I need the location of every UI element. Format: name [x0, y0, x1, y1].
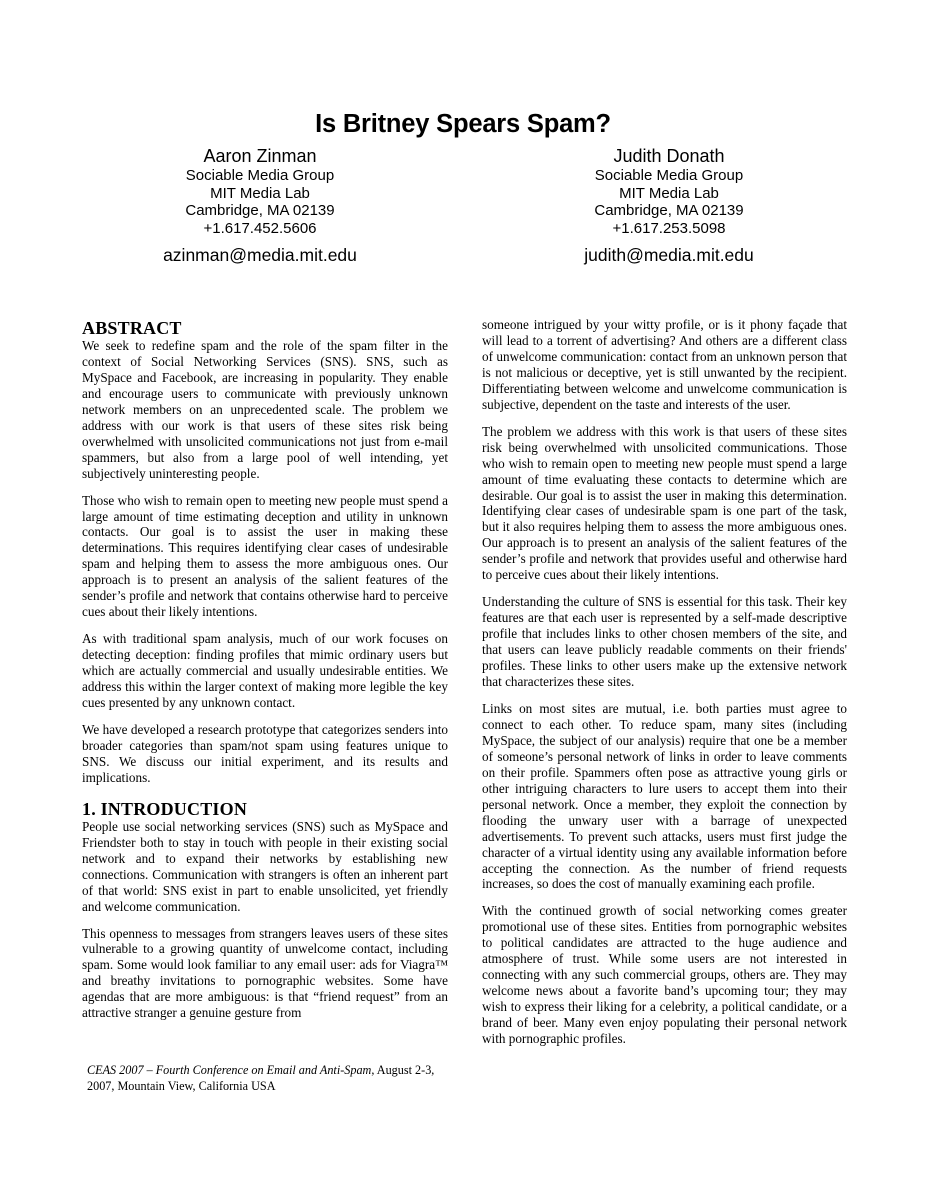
- footnote-details: , August 2-3, 2007, Mountain View, California USA: [87, 1063, 435, 1093]
- introduction-paragraph: People use social networking services (SNS) such as MySpace and Friendster both to stay in touch with people in their existing social network and to expand their networks by establishing new connections. Communication with strangers is often an inherent part of that world: SNS exist in part to enable unsolicited, yet friendly and welcome communication.: [82, 818, 448, 914]
- author-block-1: [110, 145, 410, 266]
- author-block-2: [519, 145, 819, 266]
- author-email[interactable]: judith@media.mit.edu: [584, 245, 754, 265]
- author-email[interactable]: azinman@media.mit.edu: [163, 245, 357, 265]
- abstract-paragraph: We have developed a research prototype that categorizes senders into broader categories than spam/not spam using features unique to SNS. We discuss our initial experiment, and its results and implications.: [82, 721, 448, 785]
- author-phone: +1.617.253.5098: [612, 219, 726, 237]
- introduction-paragraph: This openness to messages from strangers leaves users of these sites vulnerable to a growing quantity of unwelcome contact, including spam. Some would look familiar to any email user: ads for Viagra™ and breathy invitations to pornographic websites. Some have agendas that are more ambiguous: is that “friend request” from an attractive stranger a genuine gesture from: [82, 925, 448, 1021]
- right-column: [482, 317, 847, 1058]
- abstract-heading: ABSTRACT: [82, 318, 182, 338]
- author-lab: MIT Media Lab: [210, 184, 310, 202]
- abstract-paragraph: We seek to redefine spam and the role of the spam filter in the context of Social Networking Services (SNS). SNS, such as MySpace and Facebook, are increasing in popularity. They enable and encourage users to communicate with previously unknown network members on an unprecedented scale. The problem we address with our work is that users of these sites risk being overwhelmed with unsolicited communications not just from e-mail spammers, but also from a large pool of well intending, yet subjectively uninteresting people.: [82, 338, 448, 481]
- author-lab: MIT Media Lab: [619, 184, 719, 202]
- author-city: Cambridge, MA 02139: [594, 202, 744, 219]
- author-group: Sociable Media Group: [185, 167, 335, 184]
- body-paragraph: Links on most sites are mutual, i.e. both parties must agree to connect to each other. To reduce spam, many sites (including MySpace, the subject of our analysis) require that one be a member of someone’s personal network of links in order to leave comments on their profile. Spammers often pose as attractive young girls or other intriguing characters to lure users to accept them into their personal network. Once a member, they exploit the connection by flooding the unwary user with a barrage of unexpected advertisements. To prevent such attacks, users must first judge the character of a virtual identity using any available information before accepting the connection. As the number of friend requests increases, so does the cost of manually examining each profile.: [482, 700, 847, 892]
- body-paragraph: someone intrigued by your witty profile, or is it phony façade that will lead to a torrent of advertising? And others are a different class of unwelcome communication: contact from an unknown person that is not malicious or deceptive, yet is still unwanted by the recipient. Differentiating between welcome and unwelcome communication is subjective, dependent on the taste and interests of the user.: [482, 317, 847, 412]
- author-name: Judith Donath: [613, 146, 725, 166]
- body-paragraph: The problem we address with this work is that users of these sites risk being overwhelmed with unsolicited communications. Those who wish to remain open to meeting new people must spend a large amount of time evaluating these contacts to determine which are desirable. Our goal is to assist the user in making this determination. Identifying clear cases of undesirable spam is one part of the task, but it also requires helping them to assess the more ambiguous ones. Our approach is to present an analysis of the salient features of the sender’s profile and network that provides useful and otherwise hard to perceive cues about their likely intentions.: [482, 423, 847, 583]
- introduction-heading: 1. INTRODUCTION: [82, 798, 248, 819]
- paper-title: Is Britney Spears Spam?: [315, 110, 611, 138]
- author-group: Sociable Media Group: [594, 167, 744, 184]
- left-column: [82, 318, 448, 1032]
- abstract-paragraph: As with traditional spam analysis, much of our work focuses on detecting deception: finding profiles that mimic ordinary users but which are actually commercial and usually undesirable entities. We address this within the larger context of making more legible the key cues presented by any unknown contact.: [82, 631, 448, 711]
- body-paragraph: With the continued growth of social networking comes greater promotional use of these sites. Entities from pornographic websites to political candidates are attracted to the huge audience and atmosphere of trust. While some users are not interested in connecting with any such commercial groups, others are. They may welcome news about a favorite band’s upcoming tour; they may wish to express their liking for a celebrity, a political candidate, or a brand of beer. Many even enjoy populating their personal network with pornographic profiles.: [482, 903, 847, 1047]
- conference-footnote: [87, 1063, 457, 1094]
- author-phone: +1.617.452.5606: [203, 219, 317, 237]
- author-name: Aaron Zinman: [203, 146, 317, 166]
- abstract-paragraph: Those who wish to remain open to meeting new people must spend a large amount of time estimating deception and utility in unknown contacts. Our goal is to assist the user in making these determinations. This requires identifying clear cases of undesirable spam and helping them to assess the more ambiguous ones. Our approach is to present an analysis of the salient features of the sender’s profile and network that contains otherwise hard to perceive cues about their likely intentions.: [82, 492, 448, 620]
- body-paragraph: Understanding the culture of SNS is essential for this task. Their key features are that each user is represented by a self-made descriptive profile that includes links to other chosen members of the site, and that users can leave publicly readable comments on their friends' profiles. These links to other users make up the extensive network that characterizes these sites.: [482, 594, 847, 690]
- author-city: Cambridge, MA 02139: [185, 202, 335, 219]
- footnote-venue: CEAS 2007 – Fourth Conference on Email and Anti-Spam: [87, 1063, 372, 1077]
